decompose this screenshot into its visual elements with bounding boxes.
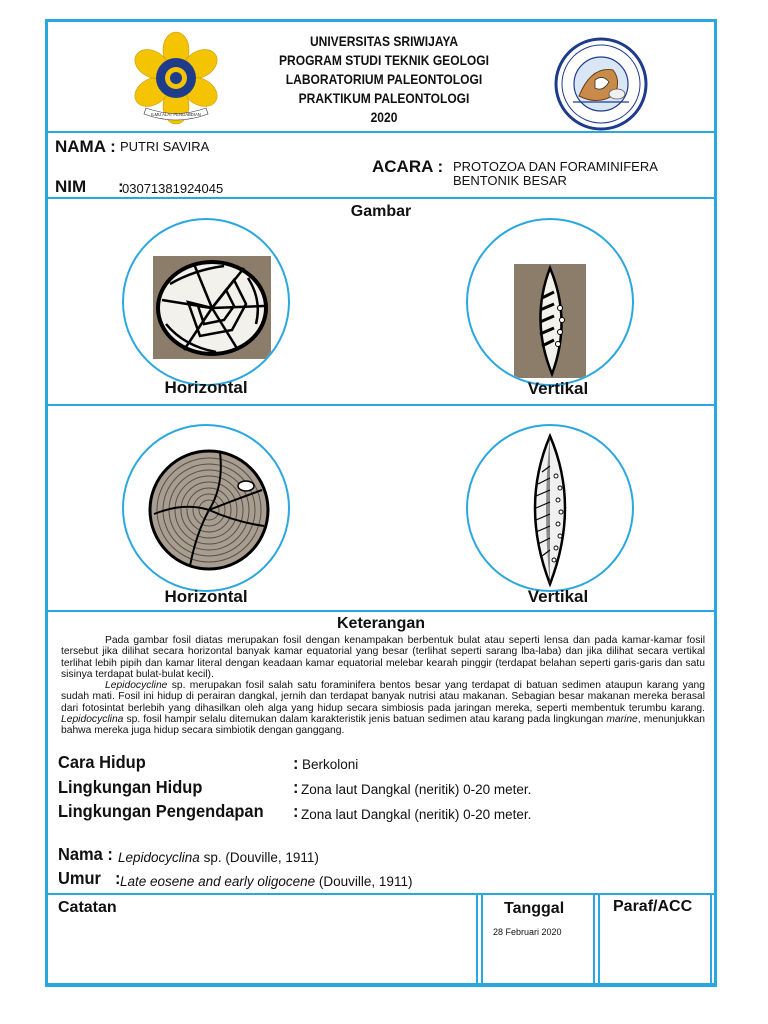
divider <box>710 893 712 984</box>
nim-label: NIM <box>55 177 87 196</box>
umur-value <box>120 874 412 889</box>
keterangan-title: Keterangan <box>336 615 426 632</box>
divider <box>48 404 714 406</box>
divider <box>48 131 714 133</box>
gambar-title: Gambar <box>350 203 412 220</box>
caption-vertical-1: Vertikal <box>527 379 589 398</box>
logo-motto: ILMU ALAT PENGABDIAN <box>151 112 201 117</box>
divider <box>48 983 714 985</box>
specimen-horizontal-sketch <box>122 218 290 386</box>
lingkungan-pengendapan-colon: : <box>293 801 299 821</box>
divider <box>48 610 714 612</box>
nama-species-label: Nama : <box>58 844 113 864</box>
age-author: (Douville, 1911) <box>315 874 413 889</box>
divider <box>593 893 595 984</box>
keterangan-body <box>61 635 705 737</box>
lingkungan-hidup-label: Lingkungan Hidup <box>58 777 203 797</box>
cara-hidup-label: Cara Hidup <box>58 752 146 772</box>
specimen-vertical-sketch <box>466 218 634 386</box>
species-name: Lepidocycline <box>105 680 168 692</box>
species-author: sp. (Douville, 1911) <box>199 850 319 865</box>
cara-hidup-value: Berkoloni <box>302 757 359 772</box>
lingkungan-hidup-value: Zona laut Dangkal (neritik) 0-20 meter. <box>301 782 532 797</box>
age-range: Late eosene and early oligocene <box>120 874 316 889</box>
acara-label: ACARA : <box>372 157 444 176</box>
nama-label: NAMA : <box>55 137 116 156</box>
caption-horizontal-2: Horizontal <box>164 587 248 606</box>
species-name: Lepidocyclina <box>61 714 124 726</box>
title-line-year: 2020 <box>370 109 398 125</box>
header <box>48 22 714 132</box>
title-line-university: UNIVERSITAS SRIWIJAYA <box>309 33 459 49</box>
divider <box>48 893 714 895</box>
university-logo-icon <box>126 28 226 128</box>
paragraph-text: sp. fosil hampir selalu ditemukan dalam karakteristik jenis batuan sedimen atau karang pada lingkungan <box>123 714 607 726</box>
cara-hidup-colon: : <box>293 753 299 773</box>
divider <box>481 893 483 984</box>
title-line-practicum: PRAKTIKUM PALEONTOLOGI <box>298 90 470 106</box>
specimen-horizontal-drawing <box>122 424 290 592</box>
keterangan-paragraph-1: Pada gambar fosil diatas merupakan fosil dengan kenampakan berbentuk bulat atau seperti lensa dan pada kamar-kamar fosil tersebut jika dilihat secara horizontal banyak kamar equatorial yang besar (terlihat seperti sarang lba-laba) dan jika dilihat secara vertikal terlihat lebih pipih dan kamar literal dengan keadaan kamar equatorial melebar kearah pinggir (terdapat belahan seperti garis-garis dan satu sisinya terdapat bulat-bulat kecil). <box>61 635 705 680</box>
divider <box>476 893 478 984</box>
worksheet <box>45 19 717 987</box>
umur-label: Umur <box>58 868 101 888</box>
catatan-label: Catatan <box>58 899 117 916</box>
lingkungan-pengendapan-label: Lingkungan Pengendapan <box>58 801 264 821</box>
acara-value-line1: PROTOZOA DAN FORAMINIFERA <box>453 159 658 174</box>
acara-value-line2: BENTONIK BESAR <box>453 173 567 188</box>
keterangan-paragraph-2 <box>61 680 705 736</box>
umur-colon: : <box>115 868 121 888</box>
caption-vertical-2: Vertikal <box>527 587 589 606</box>
term-marine: marine <box>606 714 638 726</box>
divider <box>598 893 600 984</box>
nim-value: 03071381924045 <box>122 181 224 196</box>
caption-horizontal-1: Horizontal <box>164 378 248 397</box>
nama-value: PUTRI SAVIRA <box>120 139 210 154</box>
title-line-lab: LABORATORIUM PALEONTOLOGI <box>285 71 483 87</box>
paraf-label: Paraf/ACC <box>613 898 693 915</box>
laboratory-logo-icon <box>551 36 651 136</box>
paragraph-text: sp. merupakan fosil salah satu foraminifera bentos besar yang terdapat di batuan sedimen ataupun karang yang sudah mati. Fosil ini hidup di perairan dangkal, jernih dan terdapat banyak nutrisi atau makanan. Sebagian besar makanan mereka berasal dari fotosintat berlebih yang dihasilkan oleh alga yang hidup secara simbiosis pada jaringan mereka, seperti membentuk terumbu karang. <box>61 680 705 714</box>
nama-species-value <box>118 850 319 865</box>
divider <box>48 197 714 199</box>
nim-colon: : <box>118 177 124 196</box>
specimen-vertical-drawing <box>466 424 634 592</box>
spiderweb-fossil-icon <box>124 220 288 384</box>
tanggal-value: 28 Februari 2020 <box>493 927 562 937</box>
lens-fossil-icon <box>468 220 632 384</box>
institution-title <box>224 32 544 127</box>
banded-disc-fossil-icon <box>124 426 288 590</box>
spindle-fossil-icon <box>468 426 632 590</box>
title-line-program: PROGRAM STUDI TEKNIK GEOLOGI <box>278 52 490 68</box>
tanggal-label: Tanggal <box>504 900 565 917</box>
lingkungan-hidup-colon: : <box>293 777 299 797</box>
lingkungan-pengendapan-value: Zona laut Dangkal (neritik) 0-20 meter. <box>301 807 532 822</box>
species-name: Lepidocyclina <box>118 850 200 865</box>
paragraph-text: , menunjukkan bahwa mereka juga hidup secara simbiotik dengan ganggang. <box>61 714 705 737</box>
